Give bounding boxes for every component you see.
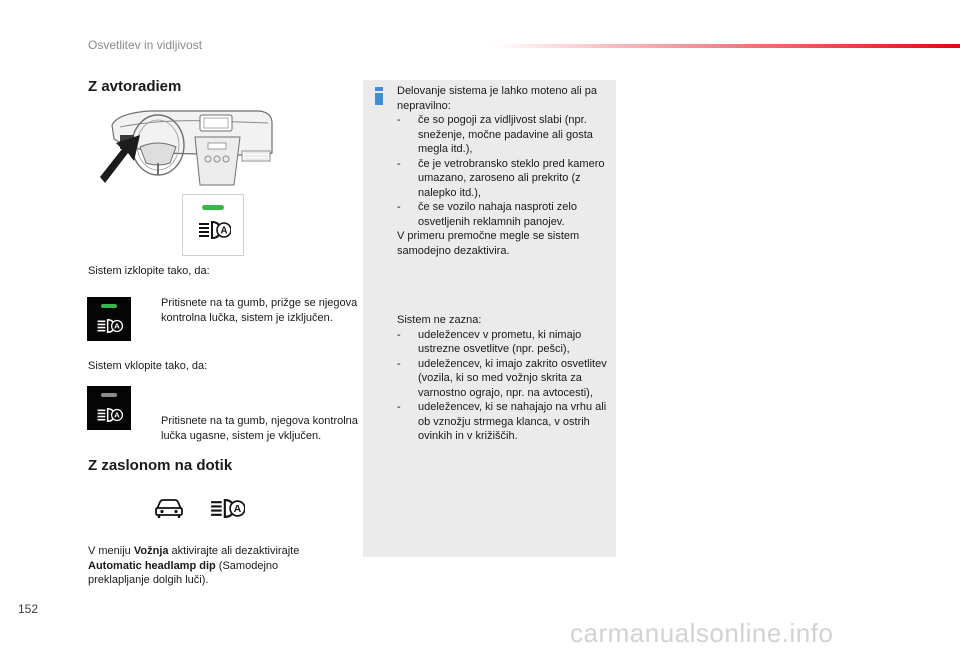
not-detect-title: Sistem ne zazna: bbox=[397, 314, 482, 326]
svg-text:A: A bbox=[114, 321, 120, 331]
list-item: - če se vozilo nahaja nasproti zelo osvetljenih reklamnih panojev. bbox=[397, 201, 577, 228]
svg-text:A: A bbox=[220, 225, 228, 237]
car-front-icon bbox=[154, 497, 184, 519]
led-off-indicator bbox=[101, 393, 117, 397]
section-title: Osvetlitev in vidljivost bbox=[88, 38, 203, 52]
disable-instruction: Pritisnete na ta gumb, prižge se njegova kontrolna lučka, sistem je izključen. bbox=[161, 297, 358, 324]
info-disruption-block bbox=[397, 84, 611, 258]
info-intro: Delovanje sistema je lahko moteno ali pa nepravilno: bbox=[397, 85, 597, 112]
disruption-list bbox=[397, 113, 611, 229]
enable-intro: Sistem vklopite tako, da: bbox=[88, 360, 208, 372]
heading-autoradio: Z avtoradiem bbox=[88, 78, 182, 95]
svg-text:A: A bbox=[233, 503, 242, 516]
heading-touchscreen: Z zaslonom na dotik bbox=[88, 457, 233, 474]
led-on-indicator bbox=[101, 304, 117, 308]
info-not-detect-block bbox=[397, 313, 611, 444]
led-on-indicator bbox=[202, 205, 224, 210]
dashboard-illustration bbox=[100, 105, 275, 190]
fog-note: V primeru premočne megle se sistem samodejno dezaktivira. bbox=[397, 230, 580, 257]
not-detect-list bbox=[397, 328, 611, 444]
auto-high-beam-icon bbox=[97, 319, 123, 333]
list-item: - če so pogoji za vidljivost slabi (npr. sneženje, močne padavine ali gosta megla itd.), bbox=[397, 114, 593, 155]
list-item: - če je vetrobransko steklo pred kamero umazano, zaroseno ali prekrito (z nalepko itd.), bbox=[397, 157, 605, 199]
headlamp-button-on[interactable] bbox=[87, 297, 131, 341]
list-item: - udeležencev, ki se nahajajo na vrhu ali ob vznožju strmega klanca, v ostrih ovinkih in v križiščih. bbox=[397, 401, 607, 442]
disable-intro: Sistem izklopite tako, da: bbox=[88, 265, 210, 277]
header-accent-line bbox=[490, 44, 960, 48]
auto-high-beam-icon bbox=[199, 221, 231, 239]
watermark: carmanualsonline.info bbox=[570, 618, 834, 648]
touchscreen-instruction: V meniju Vožnja aktivirajte ali dezaktivirajte Automatic headlamp dip (Samodejno preklapljanje dolgih luči). bbox=[88, 545, 300, 586]
info-icon bbox=[375, 87, 383, 105]
enable-instruction: Pritisnete na ta gumb, njegova kontrolna lučka ugasne, sistem je vključen. bbox=[161, 415, 358, 442]
svg-text:A: A bbox=[114, 410, 120, 420]
headlamp-button-off[interactable] bbox=[87, 386, 131, 430]
auto-high-beam-icon bbox=[97, 408, 123, 422]
button-illustration bbox=[182, 194, 244, 256]
auto-high-beam-icon bbox=[211, 499, 245, 518]
list-item: - udeležencev v prometu, ki nimajo ustrezne osvetlitve (npr. pešci), bbox=[397, 328, 582, 355]
list-item: - udeležencev, ki imajo zakrito osvetlitev (vozila, ki so med vožnjo skrita za varnostno ograjo, npr. na avtocesti), bbox=[397, 357, 607, 399]
page-number: 152 bbox=[18, 602, 39, 616]
